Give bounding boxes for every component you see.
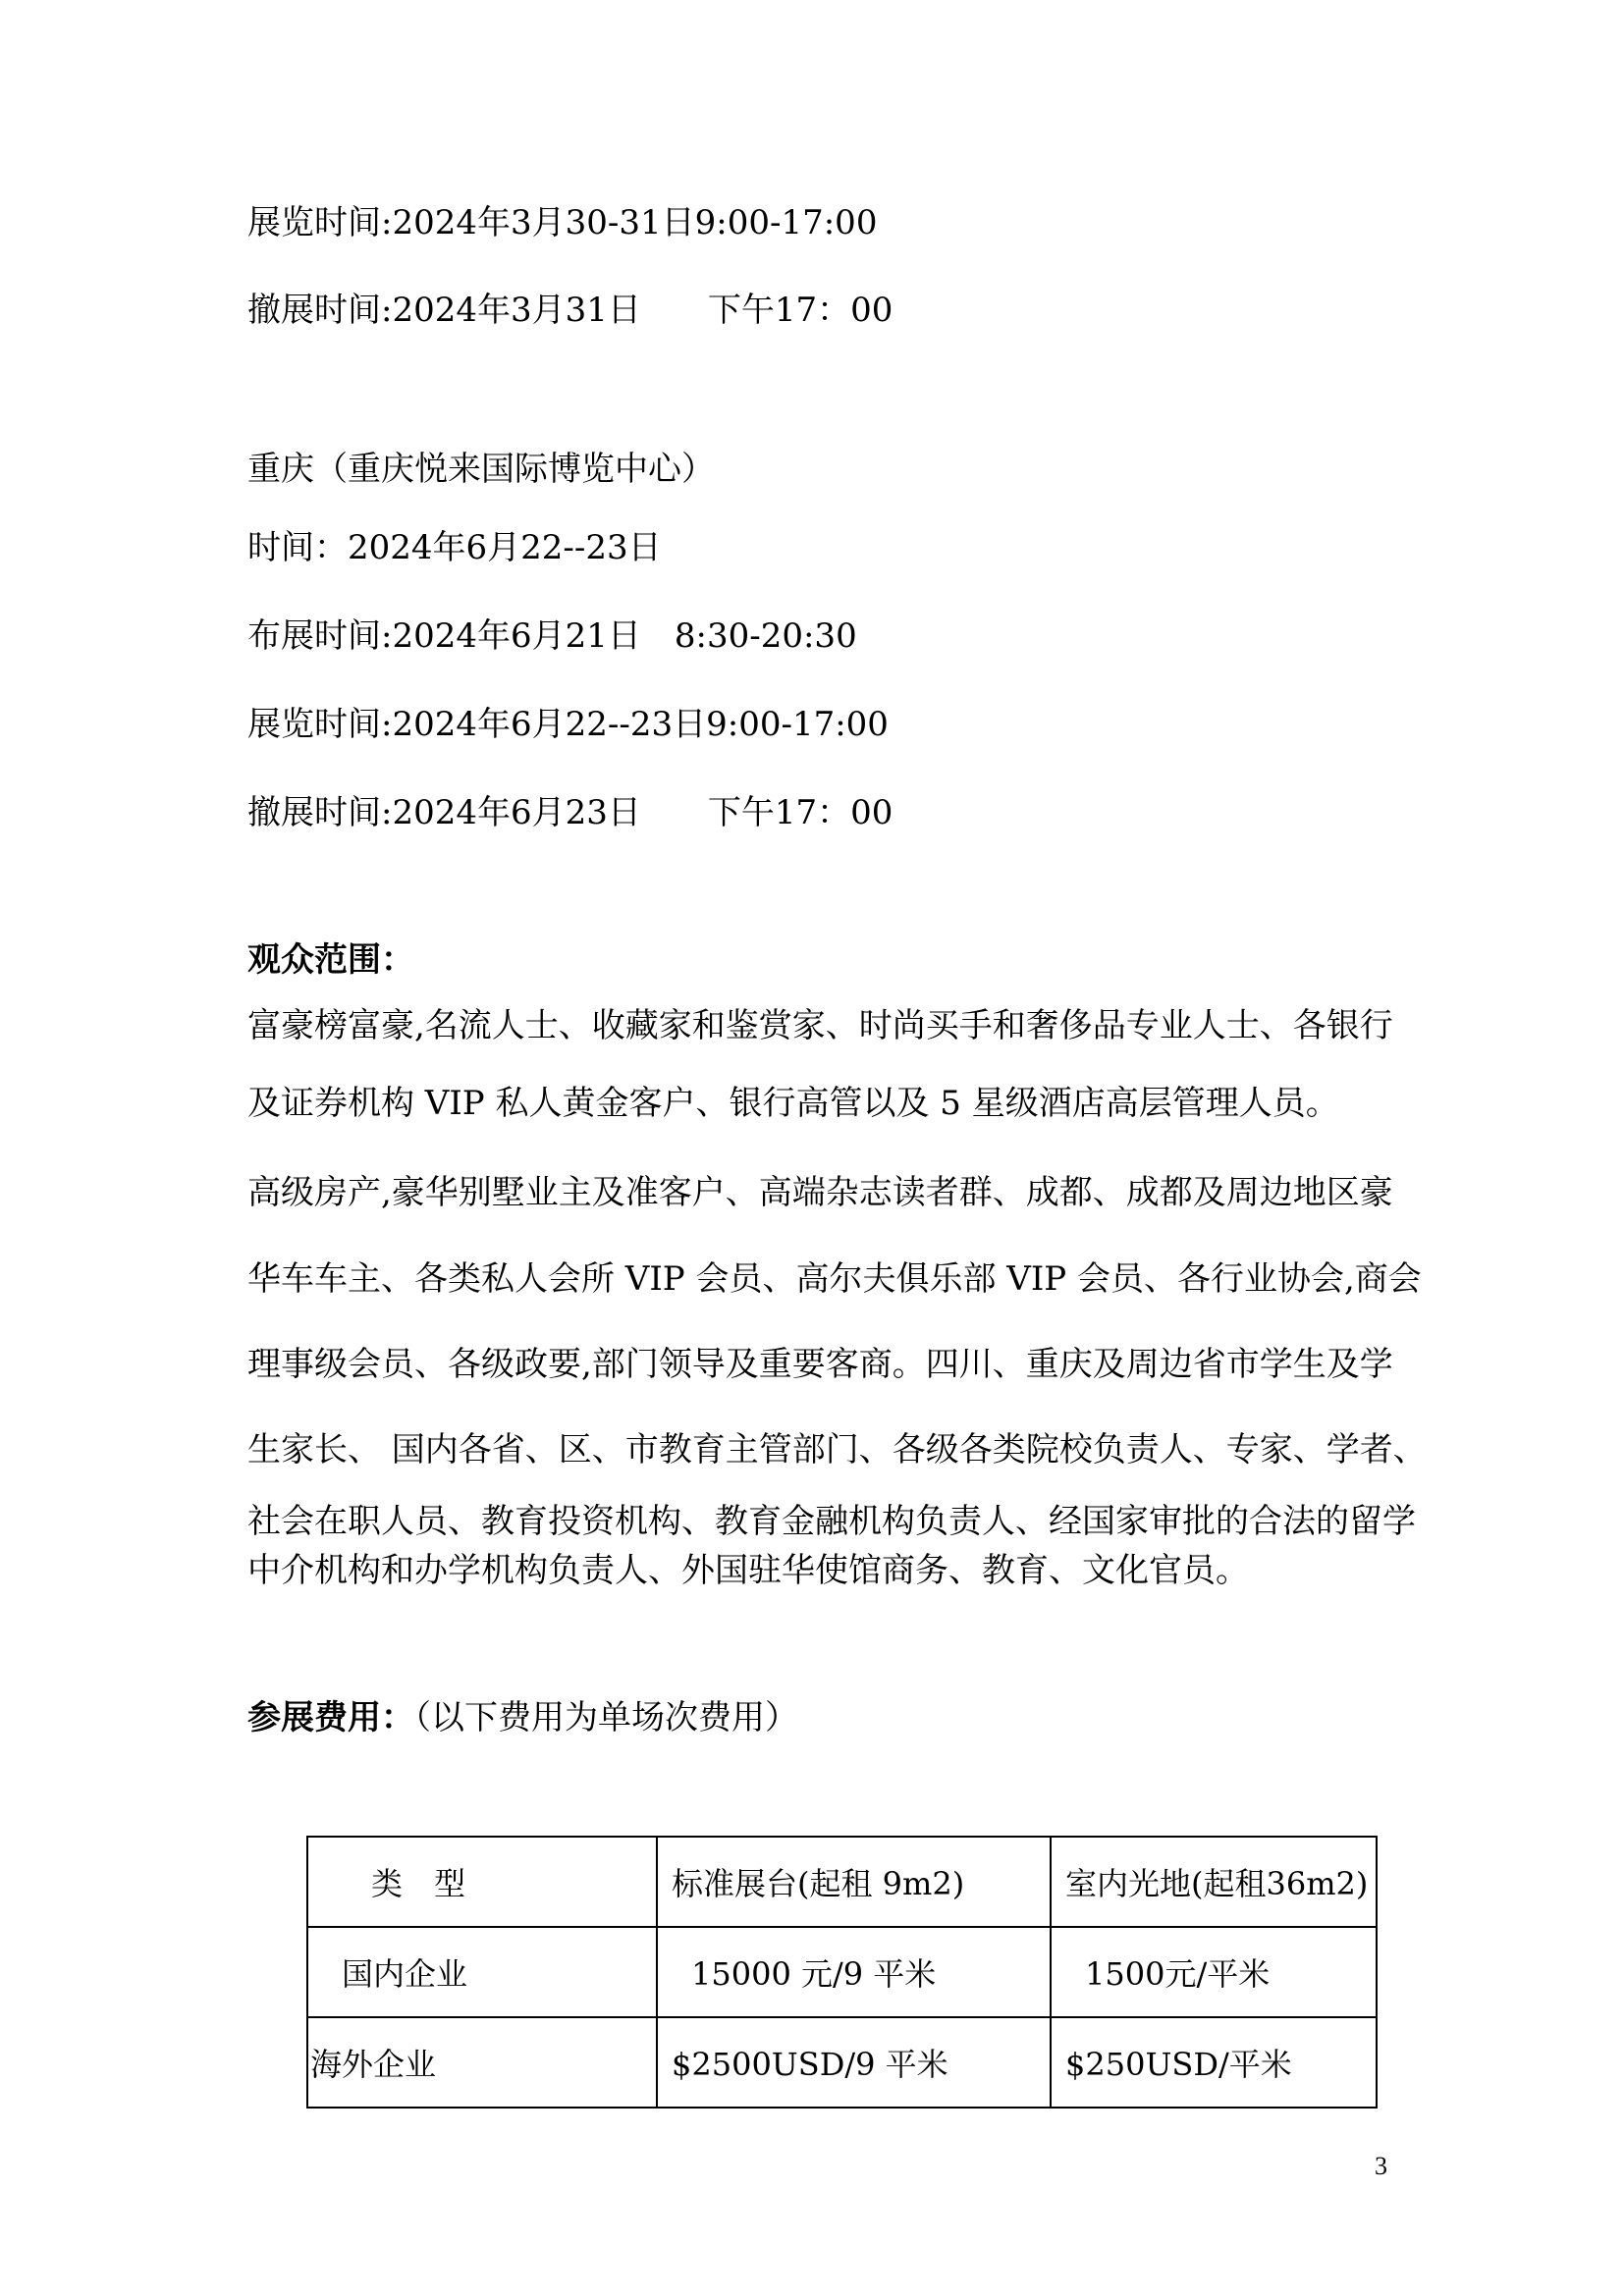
table-cell: 海外企业	[307, 2017, 657, 2108]
table-row	[307, 1927, 1377, 2017]
table-row	[307, 2017, 1377, 2108]
exhibition-time-1: 展览时间:2024年3月30-31日9:00-17:00	[247, 203, 878, 242]
dismantle-time-1: 撤展时间:2024年3月31日 下午17：00	[247, 291, 893, 330]
fees-heading-line	[247, 1698, 798, 1737]
audience-line: 高级房产,豪华别墅业主及准客户、高端杂志读者群、成都、成都及周边地区豪	[247, 1173, 1393, 1212]
audience-heading: 观众范围：	[247, 940, 414, 980]
table-cell: $250USD/平米	[1051, 2017, 1377, 2108]
fees-table	[306, 1836, 1378, 2109]
chongqing-venue: 重庆（重庆悦来国际博览中心）	[247, 450, 715, 489]
table-cell: $2500USD/9 平米	[657, 2017, 1051, 2108]
table-header-row	[307, 1837, 1377, 1927]
table-cell: 1500元/平米	[1051, 1927, 1377, 2017]
table-cell: 15000 元/9 平米	[657, 1927, 1051, 2017]
page-number: 3	[1375, 2152, 1387, 2180]
table-header-cell: 室内光地(起租36m2)	[1051, 1837, 1377, 1927]
fees-heading: 参展费用：	[247, 1698, 414, 1737]
audience-line: 生家长、 国内各省、区、市教育主管部门、各级各类院校负责人、专家、学者、	[247, 1430, 1427, 1469]
audience-line: 富豪榜富豪,名流人士、收藏家和鉴赏家、时尚买手和奢侈品专业人士、各银行	[247, 1006, 1393, 1045]
fees-note: （以下费用为单场次费用）	[414, 1698, 798, 1737]
table-cell: 国内企业	[307, 1927, 657, 2017]
audience-line: 理事级会员、各级政要,部门领导及重要客商。四川、重庆及周边省市学生及学	[247, 1345, 1393, 1384]
audience-line: 社会在职人员、教育投资机构、教育金融机构负责人、经国家审批的合法的留学	[247, 1502, 1416, 1541]
table-header-cell: 标准展台(起租 9m2)	[657, 1837, 1051, 1927]
chongqing-exhibition-time: 展览时间:2024年6月22--23日9:00-17:00	[247, 705, 889, 744]
table-header-cell: 类 型	[307, 1837, 657, 1927]
chongqing-dismantle-time: 撤展时间:2024年6月23日 下午17：00	[247, 793, 893, 832]
chongqing-setup-time: 布展时间:2024年6月21日 8:30-20:30	[247, 616, 857, 656]
audience-line: 华车车主、各类私人会所 VIP 会员、高尔夫俱乐部 VIP 会员、各行业协会,商会	[247, 1259, 1422, 1299]
audience-line: 及证券机构 VIP 私人黄金客户、银行高管以及 5 星级酒店高层管理人员。	[247, 1084, 1339, 1123]
audience-line: 中介机构和办学机构负责人、外国驻华使馆商务、教育、文化官员。	[247, 1551, 1249, 1590]
chongqing-date: 时间：2024年6月22--23日	[247, 528, 662, 567]
